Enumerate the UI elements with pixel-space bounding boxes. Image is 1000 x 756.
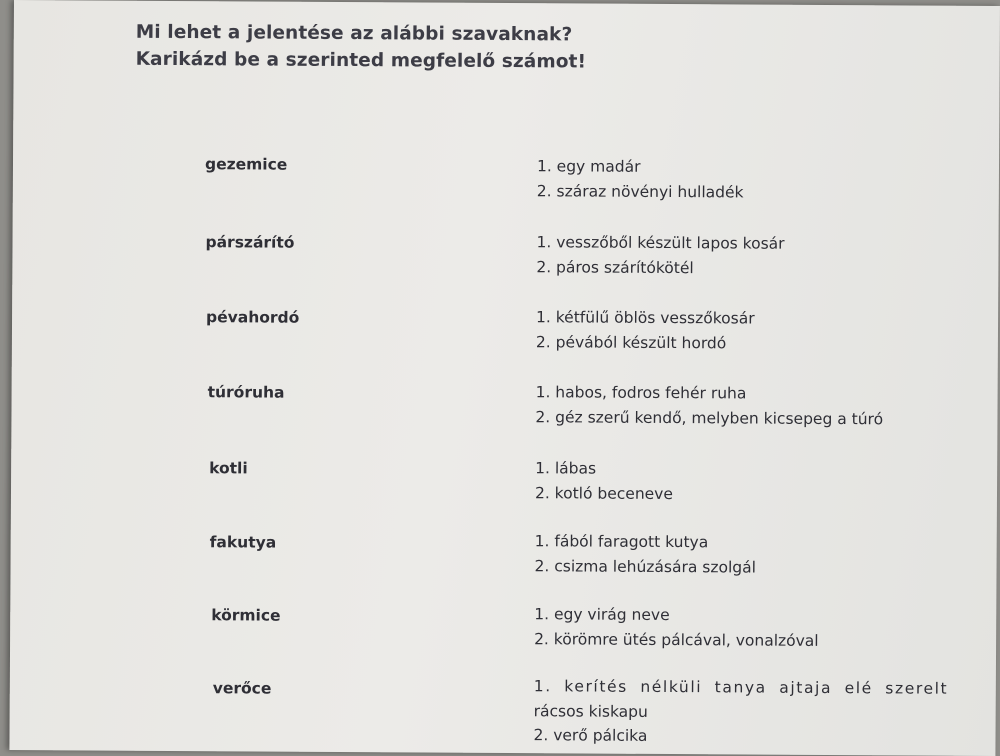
meaning-option-1[interactable]: 1. kerítés nélküli tanya ajtaja elé szerelt [533,677,949,698]
vocab-item-parszarito [12,228,998,314]
meaning-option-1[interactable]: 1. fából faragott kutya [534,532,709,552]
vocab-item-pevahordo [12,303,998,389]
meaning-option-1[interactable]: 1. kétfülű öblös vesszőkosár [536,308,755,328]
worksheet-title: Mi lehet a jelentése az alábbi szavaknak? [135,21,573,46]
vocab-word: párszárító [205,233,295,252]
vocab-word: kotli [209,459,248,478]
vocab-word: túróruha [207,383,285,402]
worksheet-instruction: Karikázd be a szerinted megfelelő számot! [135,48,587,73]
meaning-option-2[interactable]: 2. körömre ütés pálcával, vonalzóval [534,630,819,650]
vocab-item-veroce [9,670,995,756]
vocab-item-gezemice [13,152,999,238]
meaning-option-1[interactable]: 1. egy madár [536,157,641,176]
meaning-option-2[interactable]: 2. kotló beceneve [534,484,673,504]
meaning-option-2[interactable]: 2. száraz növényi hulladék [536,182,744,202]
meaning-option-2[interactable]: 2. páros szárítókötél [536,258,694,278]
worksheet-page [9,0,1000,756]
meaning-option-2[interactable]: 2. verő pálcika [533,726,648,745]
meaning-option-1[interactable]: 1. egy virág neve [534,605,670,625]
vocab-word: verőce [212,679,272,698]
meaning-option-2[interactable]: 2. géz szerű kendő, melyben kicsepeg a túró [535,408,884,429]
vocab-word: pévahordó [206,308,300,327]
meaning-option-2[interactable]: 2. csizma lehúzására szolgál [534,557,757,577]
meaning-option-2[interactable]: 2. pévából készült hordó [535,333,727,353]
meaning-option-1[interactable]: 1. vesszőből készült lapos kosár [536,233,785,253]
vocab-word: gezemice [204,155,288,174]
vocab-word: fakutya [209,533,277,552]
meaning-option-1[interactable]: 1. habos, fodros fehér ruha [535,383,747,403]
meaning-option-1[interactable]: 1. lábas [535,459,597,478]
vocab-word: körmice [211,606,281,625]
meaning-option-1-continued[interactable]: rácsos kiskapu [533,702,648,721]
vocab-item-turoruha [11,378,997,464]
